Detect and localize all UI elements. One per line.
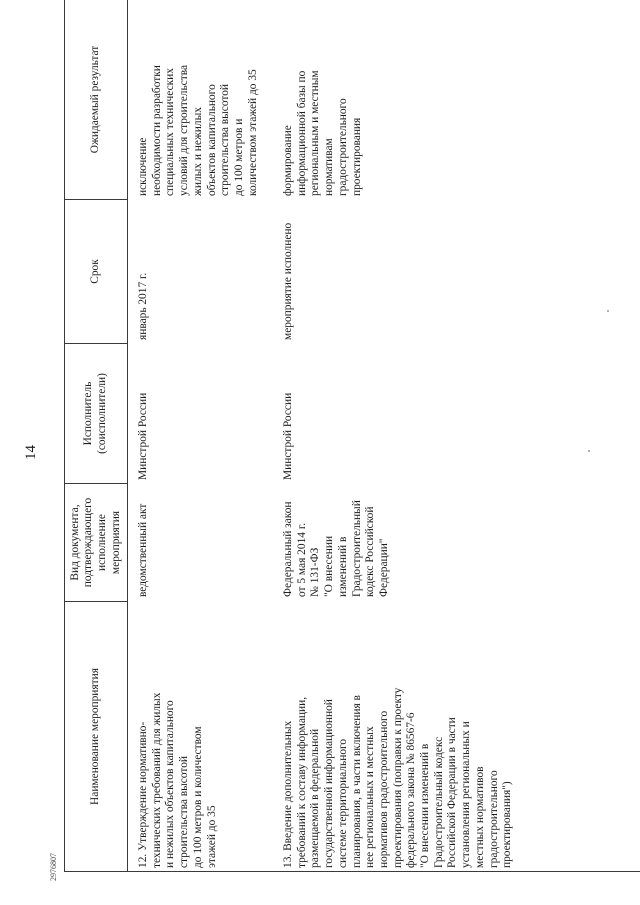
row-13-deadline: мероприятие исполнено: [282, 222, 294, 340]
row-12-name: 12. Утверждение нормативно- технических требований для жилых и нежилых объектов капитального строительства высотой до 100 метров и количеством этажей до 35: [137, 692, 218, 868]
scan-speck: [607, 310, 609, 312]
document-code: 2976807: [49, 853, 58, 881]
page-number: 14: [23, 445, 39, 460]
row-12-executor: Минстрой России: [137, 392, 149, 480]
row-12-deadline: январь 2017 г.: [137, 272, 149, 340]
measures-table: [64, 0, 640, 872]
row-13-document: Федеральный закон от 5 мая 2014 г. № 131-ФЗ "О внесении изменений в Градостроительный кодекс Российской Федерации": [282, 500, 390, 597]
table-left-border: [64, 871, 640, 872]
header-executor: Исполнитель (соисполнители): [82, 373, 108, 454]
scan-speck: [588, 450, 590, 452]
row-13-executor: Минстрой России: [282, 392, 294, 480]
header-deadline: Срок: [89, 259, 102, 284]
row-12-document: ведомственный акт: [137, 503, 149, 597]
row-13-result: формирование информационной базы по региональным и местным нормативам градостроительного проектирования: [282, 70, 363, 196]
header-result: Ожидаемый результат: [89, 45, 102, 154]
row-12-result: исключение необходимости разработки специальных технических условий для строительства жилых и нежилых объектов капитального строительства высотой до 100 метров и количеством этажей до 35: [137, 64, 259, 196]
header-bottom-border: [127, 0, 128, 872]
row-13-name: 13. Введение дополнительных требований к составу информации, размещаемой в федеральной государственной информационной системе территориального планирования, в части включения в нее региональных и местных нормативов градостроительного проектирования (поправки к проекту федерального закона № 86567-6 "О внесении изменений в Градостроительный кодекс Российской Федерации в части установления региональных и местных нормативов градостроительного проектирования"): [282, 687, 514, 868]
header-name: Наименование мероприятия: [89, 668, 102, 805]
header-document: Вид документа, подтверждающего исполнение мероприятия: [68, 497, 122, 588]
